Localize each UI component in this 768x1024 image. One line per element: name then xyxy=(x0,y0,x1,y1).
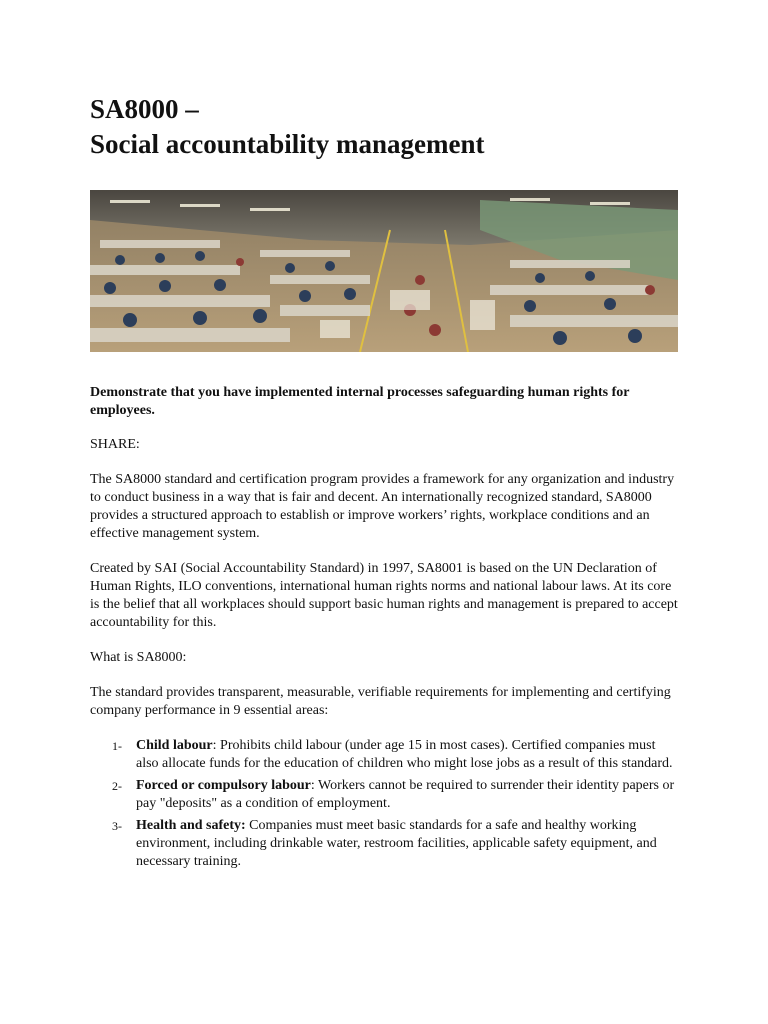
lead-paragraph: Demonstrate that you have implemented internal processes safeguarding human rights for employees. xyxy=(90,385,630,418)
list-text: Companies must meet basic standards for a safe and healthy working environment, including drinkable water, restroom facilities, applicable safety equipment, and necessary training. xyxy=(136,818,657,869)
page-title xyxy=(90,92,484,162)
title-line-2: Social accountability management xyxy=(90,129,485,159)
list-number: 2- xyxy=(112,779,122,793)
list-item xyxy=(90,817,678,871)
factory-floor-photo xyxy=(90,190,678,352)
list-text: : Workers cannot be required to surrender their identity papers or pay "deposits" as a condition of employment. xyxy=(136,778,675,811)
document-body xyxy=(90,384,678,875)
list-term: Child labour xyxy=(136,738,213,753)
list-number: 3- xyxy=(112,819,122,833)
paragraph-standard: The standard provides transparent, measurable, verifiable requirements for implementing and certifying company performance in 9 essential areas: xyxy=(90,685,671,718)
list-item xyxy=(90,777,678,813)
list-term: Forced or compulsory labour xyxy=(136,778,311,793)
list-text: : Prohibits child labour (under age 15 in most cases). Certified companies must also allocate funds for the education of children who might lose jobs as a result of this standard. xyxy=(136,738,673,771)
paragraph-intro: The SA8000 standard and certification program provides a framework for any organization and industry to conduct business in a way that is fair and decent. An internationally recognized standard, SA8000 provides a structured approach to establish or improve workers’ rights, workplace conditions and an effective management system. xyxy=(90,472,675,541)
list-term: Health and safety: xyxy=(136,818,246,833)
list-item xyxy=(90,737,678,773)
share-label: SHARE: xyxy=(90,437,140,452)
title-line-1: SA8000 – xyxy=(90,94,199,124)
list-number: 1- xyxy=(112,739,122,753)
requirements-list xyxy=(90,737,678,871)
section-heading: What is SA8000: xyxy=(90,650,187,665)
paragraph-history: Created by SAI (Social Accountability Standard) in 1997, SA8001 is based on the UN Declaration of Human Rights, ILO conventions, international human rights norms and national labour laws. At its core is the belief that all workplaces should support basic human rights and management is prepared to accept accountability for this. xyxy=(90,561,678,630)
